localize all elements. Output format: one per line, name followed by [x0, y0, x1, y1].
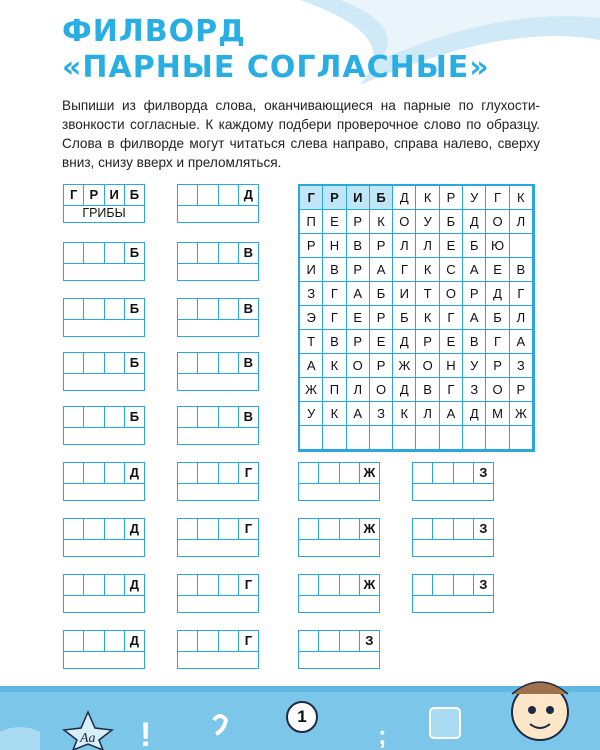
grid-cell: Д: [393, 186, 416, 210]
grid-cell: Д: [393, 330, 416, 354]
grid-cell: В: [416, 378, 439, 402]
grid-cell: [486, 426, 509, 450]
answer-word-box[interactable]: [63, 406, 145, 446]
grid-cell: [440, 426, 463, 450]
grid-cell: Е: [440, 234, 463, 258]
grid-cell: О: [486, 210, 509, 234]
grid-cell: К: [393, 402, 416, 426]
grid-cell: Е: [323, 210, 346, 234]
grid-cell: А: [300, 354, 323, 378]
grid-cell: К: [323, 402, 346, 426]
grid-cell: Л: [347, 378, 370, 402]
answer-word-box[interactable]: [177, 352, 259, 392]
check-word-field[interactable]: [177, 651, 259, 669]
answer-word-box[interactable]: [412, 462, 494, 502]
final-letter: Г: [244, 633, 253, 648]
grid-cell: Ж: [510, 402, 533, 426]
grid-cell: А: [347, 402, 370, 426]
grid-cell: У: [463, 354, 486, 378]
grid-cell: В: [510, 258, 533, 282]
grid-cell: И: [300, 258, 323, 282]
grid-cell: У: [416, 210, 439, 234]
filword-grid: [298, 184, 535, 452]
footer-symbol-exclaim: !: [140, 716, 152, 750]
check-word-field[interactable]: [177, 595, 259, 613]
answer-word-box[interactable]: [412, 518, 494, 558]
grid-cell: Д: [463, 402, 486, 426]
footer-symbol-semicolon: ;: [378, 720, 387, 750]
grid-cell: [510, 426, 533, 450]
grid-cell: О: [347, 354, 370, 378]
grid-cell: П: [323, 378, 346, 402]
grid-cell: Р: [486, 354, 509, 378]
grid-cell: З: [463, 378, 486, 402]
grid-cell: К: [323, 354, 346, 378]
grid-cell: О: [486, 378, 509, 402]
grid-cell: С: [440, 258, 463, 282]
grid-cell: Р: [440, 186, 463, 210]
grid-cell: В: [323, 330, 346, 354]
grid-cell: И: [347, 186, 370, 210]
grid-cell: Г: [300, 186, 323, 210]
grid-cell: [463, 426, 486, 450]
grid-cell: Н: [440, 354, 463, 378]
grid-cell: Б: [370, 282, 393, 306]
check-word-field[interactable]: [177, 319, 259, 337]
answer-word-box[interactable]: [177, 574, 259, 614]
answer-word-box[interactable]: [63, 352, 145, 392]
answer-word-box[interactable]: [177, 298, 259, 338]
grid-cell: [393, 426, 416, 450]
final-letter: З: [479, 577, 488, 592]
grid-cell: Л: [416, 234, 439, 258]
final-letter: Б: [129, 301, 140, 316]
final-letter: Б: [129, 245, 140, 260]
grid-cell: Р: [370, 306, 393, 330]
grid-cell: И: [393, 282, 416, 306]
check-word-field[interactable]: [177, 263, 259, 281]
grid-cell: Л: [416, 402, 439, 426]
final-letter: В: [243, 355, 254, 370]
grid-cell: Р: [323, 186, 346, 210]
grid-cell: Е: [347, 306, 370, 330]
answer-word-box[interactable]: [298, 574, 380, 614]
check-word-field[interactable]: [63, 483, 145, 501]
grid-cell: А: [440, 402, 463, 426]
answer-word-box[interactable]: [177, 518, 259, 558]
grid-cell: [416, 426, 439, 450]
final-letter: З: [479, 465, 488, 480]
check-word-field[interactable]: [63, 539, 145, 557]
answer-word-box[interactable]: [298, 462, 380, 502]
grid-cell: Р: [510, 378, 533, 402]
grid-cell: Б: [440, 210, 463, 234]
grid-cell: Г: [440, 306, 463, 330]
grid-cell: В: [463, 330, 486, 354]
grid-cell: Г: [510, 282, 533, 306]
final-letter: З: [479, 521, 488, 536]
grid-cell: К: [416, 186, 439, 210]
example-check-word: ГРИБЫ: [63, 205, 145, 223]
grid-cell: У: [463, 186, 486, 210]
check-word-field[interactable]: [177, 539, 259, 557]
check-word-field[interactable]: [298, 595, 380, 613]
check-word-field[interactable]: [177, 427, 259, 445]
grid-cell: Г: [486, 186, 509, 210]
answer-word-box[interactable]: [63, 462, 145, 502]
grid-cell: М: [486, 402, 509, 426]
check-word-field[interactable]: [412, 595, 494, 613]
grid-cell: О: [440, 282, 463, 306]
footer-symbol-aa: Aa: [80, 731, 96, 746]
grid-cell: Ю: [486, 234, 509, 258]
grid-cell: Л: [510, 210, 533, 234]
grid-cell: З: [510, 354, 533, 378]
grid-cell: [370, 426, 393, 450]
grid-cell: К: [510, 186, 533, 210]
answer-word-box[interactable]: [63, 242, 145, 282]
example-letter: Б: [129, 187, 140, 202]
grid-cell: К: [416, 306, 439, 330]
final-letter: Ж: [363, 577, 376, 592]
grid-cell: Э: [300, 306, 323, 330]
check-word-field[interactable]: [298, 651, 380, 669]
grid-cell: Д: [463, 210, 486, 234]
grid-cell: К: [370, 210, 393, 234]
check-word-field[interactable]: [177, 483, 259, 501]
grid-cell: Р: [347, 330, 370, 354]
grid-cell: Е: [370, 330, 393, 354]
grid-cell: Р: [370, 234, 393, 258]
check-word-field[interactable]: [63, 319, 145, 337]
grid-cell: В: [347, 234, 370, 258]
final-letter: Ж: [363, 465, 376, 480]
page-number: 1: [286, 701, 318, 733]
grid-cell: О: [370, 378, 393, 402]
page-title-line2: «ПАРНЫЕ СОГЛАСНЫЕ»: [62, 50, 490, 85]
check-word-field[interactable]: [177, 205, 259, 223]
grid-cell: Г: [440, 378, 463, 402]
grid-cell: Г: [486, 330, 509, 354]
grid-cell: Ж: [300, 378, 323, 402]
page-title-line1: ФИЛВОРД: [62, 14, 246, 49]
grid-cell: Д: [486, 282, 509, 306]
grid-cell: [300, 426, 323, 450]
example-letter: Г: [64, 185, 84, 205]
grid-cell: Т: [416, 282, 439, 306]
instructions-text: Выпиши из филворда слова, оканчивающиеся на парные по глухости-звонкости согласные. К каждому подбери проверочное слово по образцу. Слова в филворде могут читаться слева направо, справа налево, сверху вниз, снизу вверх и преломляться.: [62, 98, 540, 170]
grid-cell: Р: [370, 354, 393, 378]
answer-word-box[interactable]: [63, 298, 145, 338]
check-word-field[interactable]: [177, 373, 259, 391]
grid-cell: А: [370, 258, 393, 282]
check-word-field[interactable]: [412, 539, 494, 557]
check-word-field[interactable]: [412, 483, 494, 501]
answer-word-box[interactable]: [177, 630, 259, 670]
grid-cell: О: [416, 354, 439, 378]
grid-cell: Л: [393, 234, 416, 258]
example-letter: И: [105, 185, 125, 205]
final-letter: Г: [244, 465, 253, 480]
check-word-field[interactable]: [63, 651, 145, 669]
grid-cell: А: [463, 258, 486, 282]
final-letter: Д: [129, 465, 139, 480]
grid-cell: [347, 426, 370, 450]
grid-cell: Т: [300, 330, 323, 354]
answer-word-box[interactable]: [63, 630, 145, 670]
answer-word-box[interactable]: [63, 574, 145, 614]
grid-cell: Н: [323, 234, 346, 258]
grid-cell: [510, 234, 533, 258]
grid-cell: Л: [510, 306, 533, 330]
check-word-field[interactable]: [63, 373, 145, 391]
grid-cell: Г: [323, 306, 346, 330]
grid-cell: Г: [393, 258, 416, 282]
example-word-box: [63, 184, 145, 224]
final-letter: Д: [243, 187, 253, 202]
grid-cell: Ж: [393, 354, 416, 378]
final-letter: Д: [129, 577, 139, 592]
final-letter: Д: [129, 633, 139, 648]
check-word-field[interactable]: [63, 263, 145, 281]
grid-cell: К: [416, 258, 439, 282]
final-letter: Б: [129, 409, 140, 424]
grid-cell: Г: [323, 282, 346, 306]
final-letter: Б: [129, 355, 140, 370]
grid-cell: В: [323, 258, 346, 282]
grid-cell: Р: [347, 210, 370, 234]
answer-word-box[interactable]: [412, 574, 494, 614]
check-word-field[interactable]: [63, 595, 145, 613]
check-word-field[interactable]: [63, 427, 145, 445]
grid-cell: У: [300, 402, 323, 426]
grid-cell: А: [510, 330, 533, 354]
grid-cell: [323, 426, 346, 450]
answer-word-box[interactable]: [177, 462, 259, 502]
grid-cell: Р: [300, 234, 323, 258]
grid-cell: Д: [393, 378, 416, 402]
grid-cell: З: [370, 402, 393, 426]
final-letter: Ж: [363, 521, 376, 536]
grid-cell: А: [463, 306, 486, 330]
answer-word-box[interactable]: [177, 242, 259, 282]
answer-word-box[interactable]: [63, 518, 145, 558]
check-word-field[interactable]: [298, 483, 380, 501]
grid-cell: Р: [347, 258, 370, 282]
grid-cell: А: [347, 282, 370, 306]
grid-cell: О: [393, 210, 416, 234]
grid-cell: Р: [416, 330, 439, 354]
grid-cell: Б: [370, 186, 393, 210]
final-letter: Д: [129, 521, 139, 536]
answer-word-box[interactable]: [298, 630, 380, 670]
grid-cell: Е: [486, 258, 509, 282]
final-letter: В: [243, 409, 254, 424]
grid-cell: П: [300, 210, 323, 234]
example-letter: Р: [84, 185, 104, 205]
final-letter: В: [243, 301, 254, 316]
grid-cell: Б: [393, 306, 416, 330]
grid-cell: Б: [486, 306, 509, 330]
grid-cell: Е: [440, 330, 463, 354]
grid-cell: Р: [463, 282, 486, 306]
answer-word-box[interactable]: [177, 184, 259, 224]
final-letter: З: [365, 633, 374, 648]
final-letter: Г: [244, 521, 253, 536]
grid-cell: З: [300, 282, 323, 306]
final-letter: В: [243, 245, 254, 260]
check-word-field[interactable]: [298, 539, 380, 557]
answer-word-box[interactable]: [177, 406, 259, 446]
answer-word-box[interactable]: [298, 518, 380, 558]
final-letter: Г: [244, 577, 253, 592]
grid-cell: Б: [463, 234, 486, 258]
